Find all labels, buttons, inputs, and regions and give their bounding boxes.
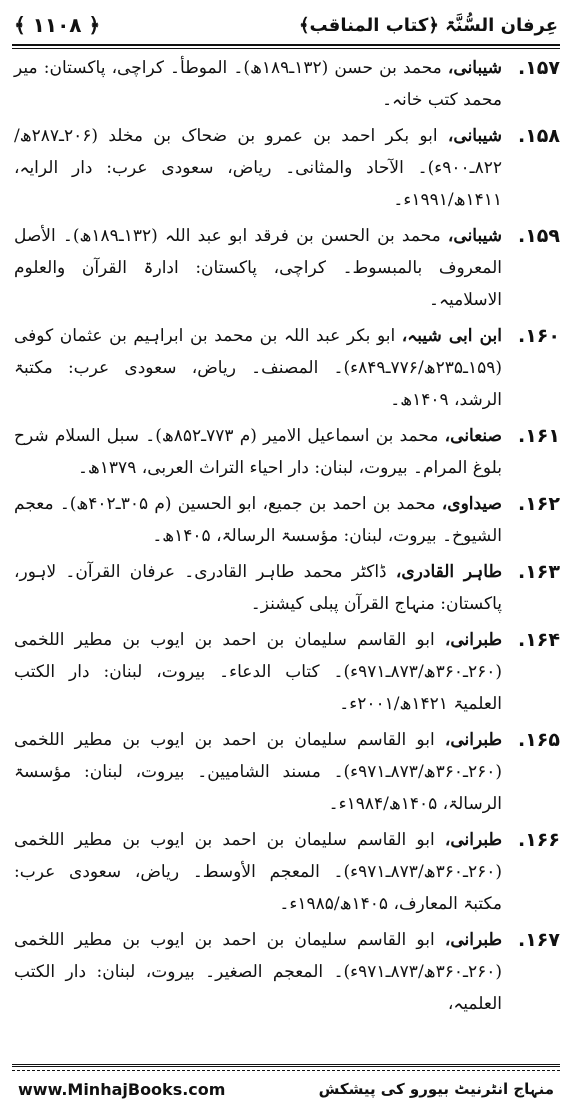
- entry-author: طبرانی،: [444, 930, 502, 950]
- bibliography-entry: [14, 320, 560, 416]
- entry-text: [14, 488, 502, 552]
- entry-number: ۱۶۲.: [517, 493, 560, 515]
- running-title: عِرفان السُّنَّۃ ﴿کتاب المناقب﴾: [298, 14, 558, 36]
- entry-author: طبرانی،: [444, 630, 502, 650]
- entry-text: [14, 824, 502, 920]
- entry-number: ۱۶۳.: [517, 561, 560, 583]
- entry-citation: محمد بن اسماعیل الامیر (م ۷۷۳ـ۸۵۲ھ)۔ سبل السلام شرح بلوغ المرام۔ بیروت، لبنان: دار احیاء التراث العربی، ۱۳۷۹ھ۔: [14, 426, 502, 478]
- footer-rule-dashed: [12, 1070, 560, 1071]
- header-rule: [12, 44, 560, 49]
- entry-text: [14, 924, 502, 1020]
- entry-citation: ابو القاسم سلیمان بن احمد بن ایوب بن مطیر اللخمی (۲۶۰ـ۳۶۰ھ/۸۷۳ـ۹۷۱ء)۔ کتاب الدعاء۔ بیروت، لبنان: دار الکتب العلمیۃ ۱۴۲۱ھ/۲۰۰۱ء۔: [14, 630, 502, 714]
- entry-author: صنعانی،: [444, 426, 502, 446]
- entry-number: ۱۶۶.: [517, 829, 560, 851]
- publisher-credit: منہاج انٹرنیٹ بیورو کی پیشکش: [318, 1080, 554, 1098]
- entry-number: ۱۵۸.: [517, 125, 560, 147]
- entry-author: شیبانی،: [447, 126, 502, 146]
- entry-author: طبرانی،: [444, 730, 502, 750]
- entry-text: [14, 420, 502, 484]
- bibliography-entry: [14, 724, 560, 820]
- entry-number: ۱۶۱.: [517, 425, 560, 447]
- entry-citation: ابو بکر احمد بن عمرو بن ضحاک بن مخلد (۲۰۶ـ۲۸۷ھ/۸۲۲ـ۹۰۰ء)۔ الآحاد والمثانی۔ ریاض، سعودی عرب: دار الرایہ، ۱۴۱۱ھ/۱۹۹۱ء۔: [14, 126, 502, 210]
- entry-text: [14, 120, 502, 216]
- entry-number: ۱۶۴.: [517, 629, 560, 651]
- footer-rule: [12, 1064, 560, 1067]
- bibliography-list: [14, 52, 560, 1024]
- bibliography-entry: [14, 624, 560, 720]
- entry-author: ابن ابی شیبہ،: [401, 326, 502, 346]
- entry-text: [14, 624, 502, 720]
- entry-text: [14, 724, 502, 820]
- entry-citation: محمد بن حسن (۱۳۲ـ۱۸۹ھ)۔ الموطأ۔ کراچی، پاکستان: میر محمد کتب خانہ۔: [14, 58, 502, 110]
- entry-author: طبرانی،: [444, 830, 502, 850]
- entry-citation: محمد بن احمد بن جمیع، ابو الحسین (م ۳۰۵ـ۴۰۲ھ)۔ معجم الشیوخ۔ بیروت، لبنان: مؤسسۃ الرسالۃ، ۱۴۰۵ھ۔: [14, 494, 502, 546]
- entry-citation: ابو بکر عبد اللہ بن محمد بن ابراہیم بن عثمان کوفی (۱۵۹ـ۲۳۵ھ/۷۷۶ـ۸۴۹ء)۔ المصنف۔ ریاض، سعودی عرب: مکتبۃ الرشد، ۱۴۰۹ھ۔: [14, 326, 502, 410]
- entry-citation: ابو القاسم سلیمان بن احمد بن ایوب بن مطیر اللخمی (۲۶۰ـ۳۶۰ھ/۸۷۳ـ۹۷۱ء)۔ المعجم الأوسط۔ ریاض، سعودی عرب: مکتبۃ المعارف، ۱۴۰۵ھ/۱۹۸۵ء۔: [14, 830, 502, 914]
- website-link[interactable]: www.MinhajBooks.com: [18, 1079, 226, 1099]
- page-footer: [18, 1076, 554, 1102]
- bibliography-entry: [14, 120, 560, 216]
- entry-author: صیداوی،: [441, 494, 502, 514]
- entry-text: [14, 52, 502, 116]
- entry-citation: ڈاکٹر محمد طاہر القادری۔ عرفان القرآن۔ لاہور، پاکستان: منہاج القرآن پبلی کیشنز۔: [14, 562, 502, 614]
- entry-number: ۱۵۹.: [517, 225, 560, 247]
- entry-text: [14, 320, 502, 416]
- entry-citation: ابو القاسم سلیمان بن احمد بن ایوب بن مطیر اللخمی (۲۶۰ـ۳۶۰ھ/۸۷۳ـ۹۷۱ء)۔ مسند الشامیین۔ بیروت، لبنان: مؤسسۃ الرسالۃ، ۱۴۰۵ھ/۱۹۸۴ء۔: [14, 730, 502, 814]
- entry-text: [14, 220, 502, 316]
- bibliography-entry: [14, 824, 560, 920]
- entry-citation: محمد بن الحسن بن فرقد ابو عبد اللہ (۱۳۲ـ۱۸۹ھ)۔ الأصل المعروف بالمبسوط۔ کراچی، پاکستان: ادارۃ القرآن والعلوم الاسلامیہ۔: [14, 226, 502, 310]
- entry-author: شیبانی،: [447, 58, 502, 78]
- page-number: ﴾ ۱۱۰۸ ﴿: [14, 13, 101, 37]
- entry-number: ۱۶۵.: [517, 729, 560, 751]
- bibliography-entry: [14, 220, 560, 316]
- bibliography-entry: [14, 556, 560, 620]
- bibliography-entry: [14, 420, 560, 484]
- entry-citation: ابو القاسم سلیمان بن احمد بن ایوب بن مطیر اللخمی (۲۶۰ـ۳۶۰ھ/۸۷۳ـ۹۷۱ء)۔ المعجم الصغیر۔ بیروت، لبنان: دار الکتب العلمیہ،: [14, 930, 502, 1014]
- entry-number: ۱۶۰.: [517, 325, 560, 347]
- entry-number: ۱۵۷.: [517, 57, 560, 79]
- entry-text: [14, 556, 502, 620]
- bibliography-entry: [14, 488, 560, 552]
- entry-author: شیبانی،: [447, 226, 502, 246]
- entry-author: طاہر القادری،: [395, 562, 502, 582]
- bibliography-entry: [14, 924, 560, 1020]
- page-header: [14, 8, 558, 42]
- entry-number: ۱۶۷.: [517, 929, 560, 951]
- bibliography-entry: [14, 52, 560, 116]
